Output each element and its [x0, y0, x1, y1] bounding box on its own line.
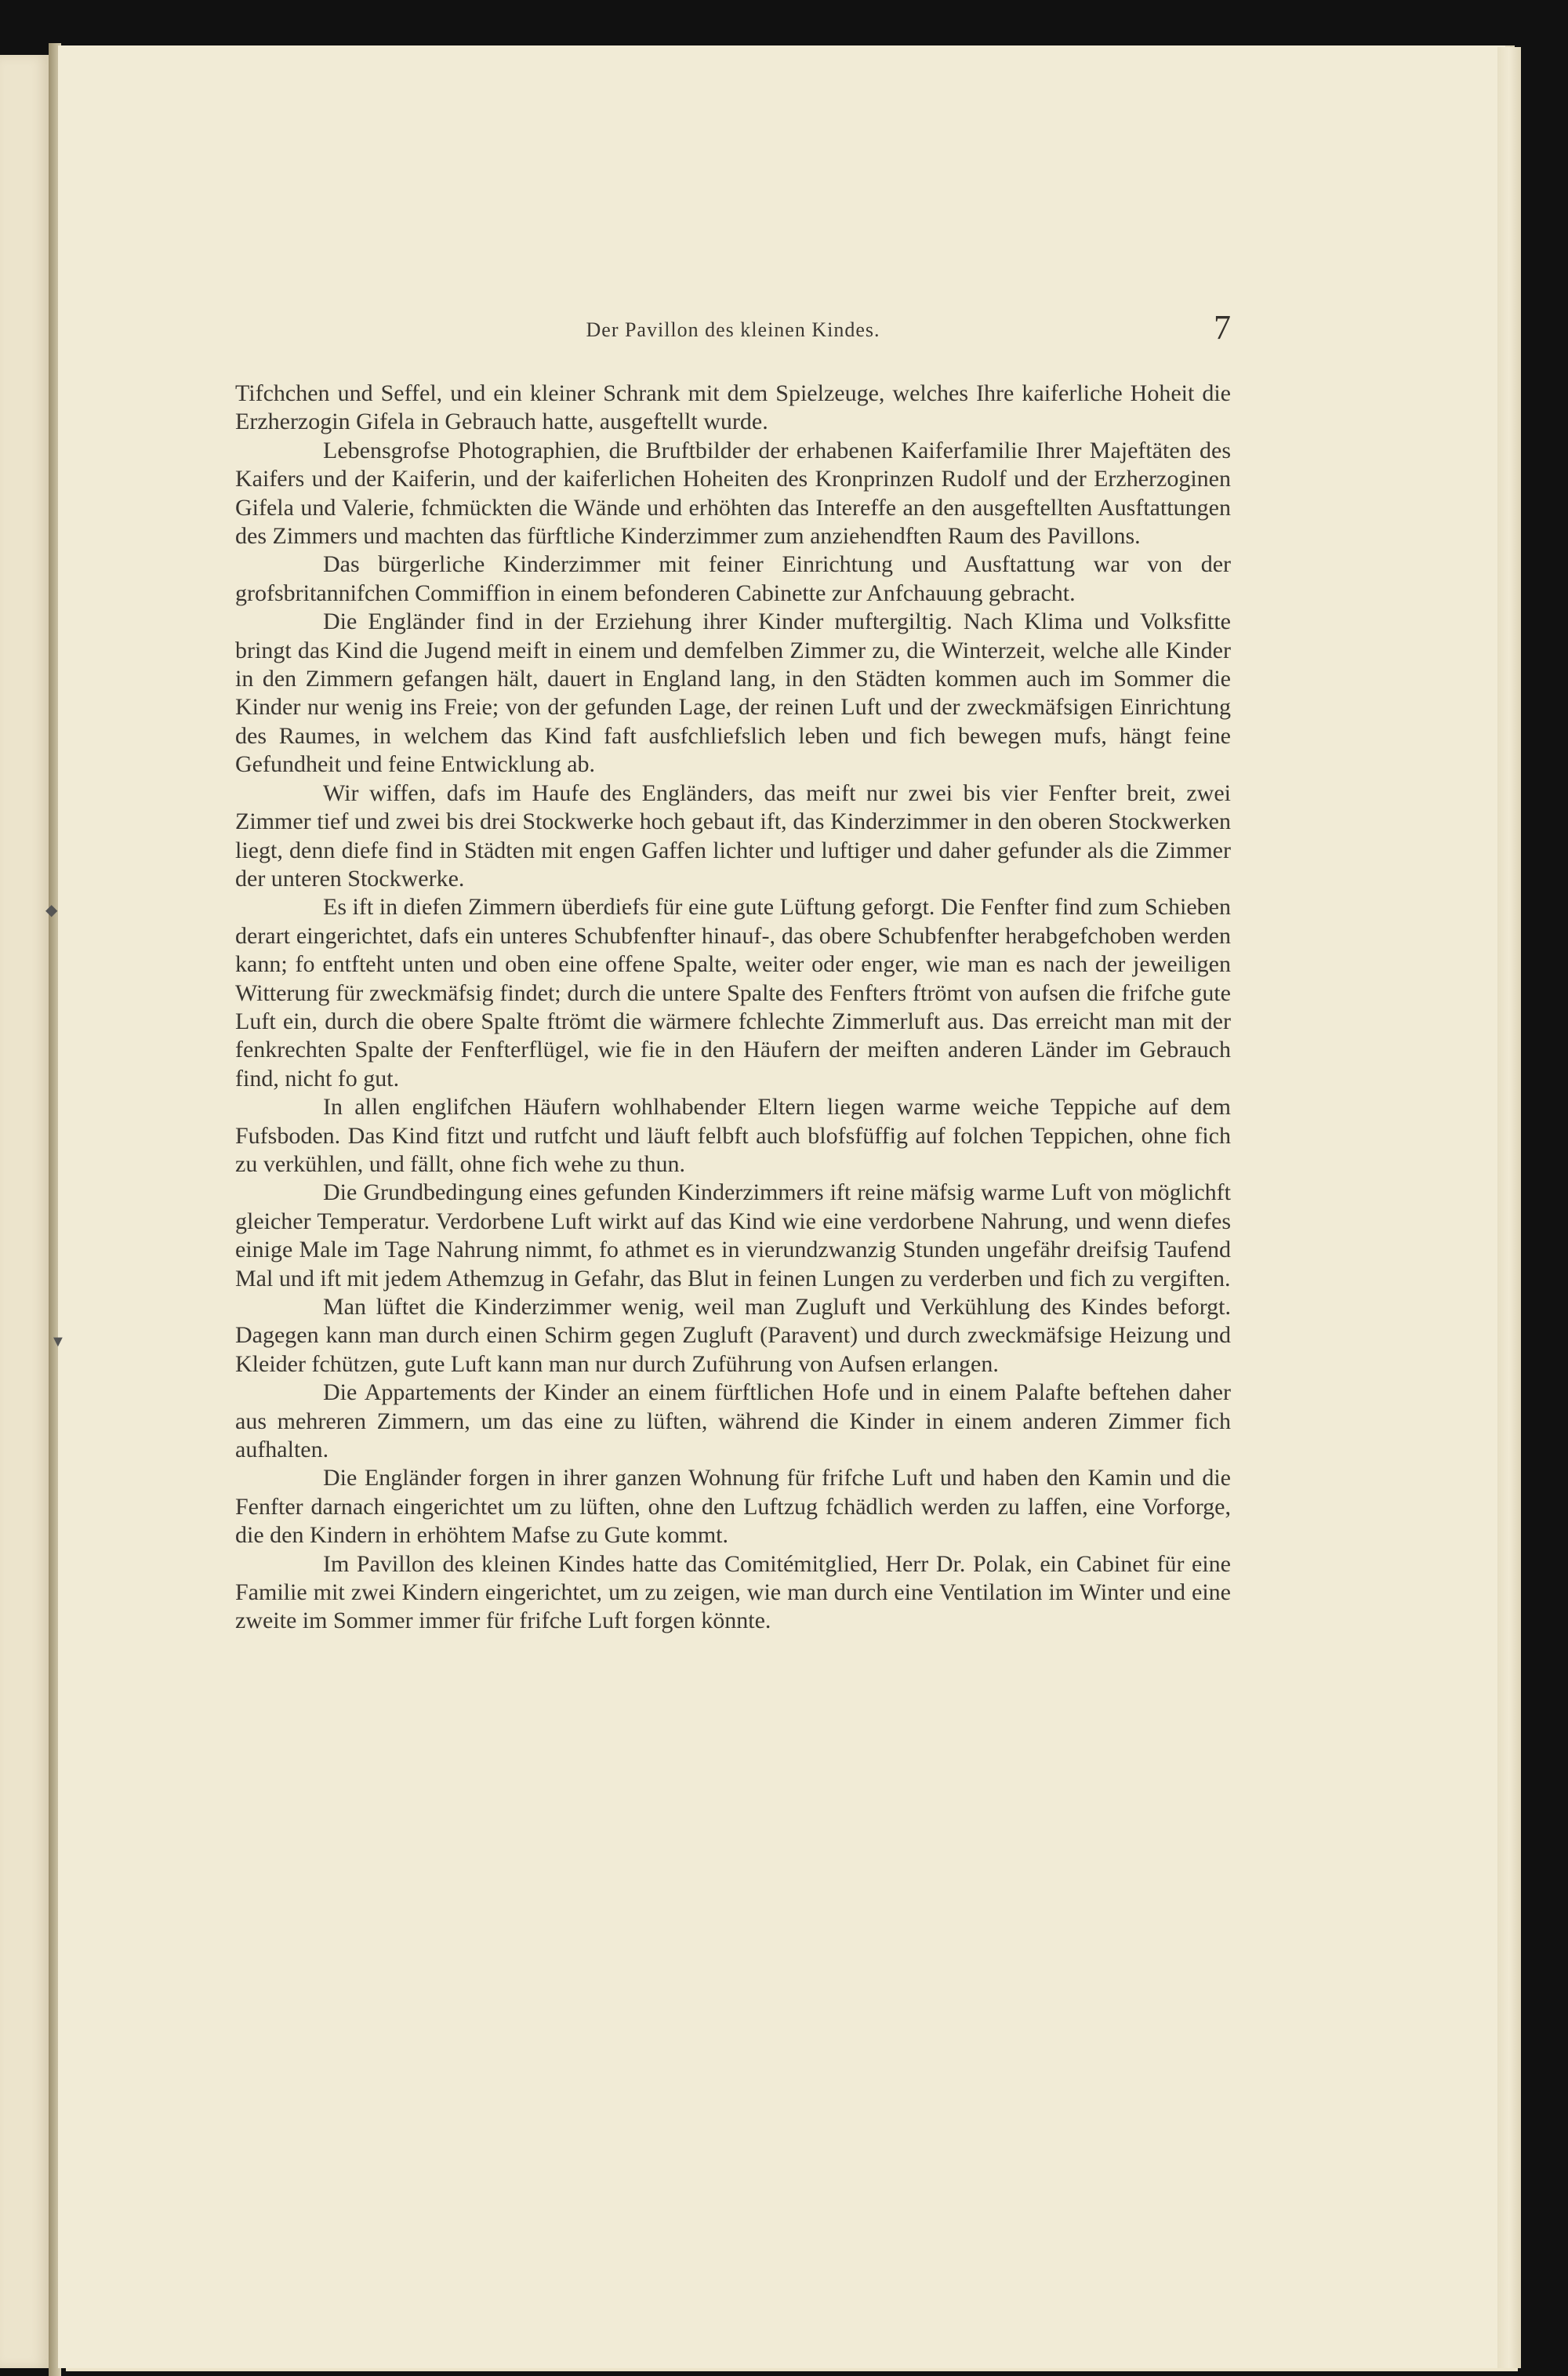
page-header: [235, 308, 1231, 365]
running-head: Der Pavillon des kleinen Kindes.: [586, 318, 880, 341]
paragraph: Das bürgerliche Kinderzimmer mit feiner Einrichtung und Ausftattung war von der grofsbritannifchen Commiffion in einem befonderen Cabinette zur Anfchauung gebracht.: [235, 551, 1231, 606]
margin-mark: ◆: [45, 902, 58, 919]
paragraph: Es ift in diefen Zimmern überdiefs für eine gute Lüftung geforgt. Die Fenfter find zum Schieben derart eingerichtet, dafs ein unteres Schubfenfter hinauf-, das obere Schubfenfter herabgefchoben werden kann; fo entfteht unten und oben eine offene Spalte, weiter oder enger, wie man es nach der jeweiligen Witterung für zweckmäfsig findet; durch die untere Spalte des Fenfters ftrömt von aufsen die frifche gute Luft ein, durch die obere Spalte ftrömt die wärmere fchlechte Zimmerluft aus. Das erreicht man mit der fenkrechten Spalte der Fenfterflügel, wie fie in den Häufern der meiften anderen Länder im Gebrauch find, nicht fo gut.: [235, 894, 1231, 1092]
paragraph: Die Engländer forgen in ihrer ganzen Wohnung für frifche Luft und haben den Kamin und die Fenfter darnach eingerichtet um zu lüften, ohne den Luftzug fchädlich werden zu laffen, eine Vorforge, die den Kindern in erhöhtem Mafse zu Gute kommt.: [235, 1465, 1231, 1549]
paragraph: Die Engländer find in der Erziehung ihrer Kinder muftergiltig. Nach Klima und Volksfitte bringt das Kind die Jugend meift in einem und demfelben Zimmer zu, die Winterzeit, welche alle Kinder in den Zimmern gefangen hält, dauert in England lang, in den Städten kommen auch im Sommer die Kinder nur wenig ins Freie; von der gefunden Lage, der reinen Luft und der zweckmäfsigen Einrichtung des Raumes, in welchem das Kind faft ausfchliefslich leben und fich bewegen mufs, hängt feine Gefundheit und feine Entwicklung ab.: [235, 609, 1231, 778]
left-page-edge: [0, 55, 50, 2368]
paragraph: Man lüftet die Kinderzimmer wenig, weil man Zugluft und Verkühlung des Kindes beforgt. Dagegen kann man durch einen Schirm gegen Zugluft (Paravent) und durch zweckmäfsige Heizung und Kleider fchützen, gute Luft kann man nur durch Zuführung von Aufsen erlangen.: [235, 1294, 1231, 1377]
paragraph: In allen englifchen Häufern wohlhabender Eltern liegen warme weiche Teppiche auf dem Fufsboden. Das Kind fitzt und rutfcht und läuft felbft auch blofsfüffig auf folchen Teppichen, ohne fich zu verkühlen, und fällt, ohne fich wehe zu thun.: [235, 1094, 1231, 1177]
page-number: 7: [1214, 308, 1231, 347]
paragraph: Die Appartements der Kinder an einem fürftlichen Hofe und in einem Palafte beftehen daher aus mehreren Zimmern, um das eine zu lüften, während die Kinder in einem anderen Zimmer fich aufhalten.: [235, 1379, 1231, 1463]
paragraph: Im Pavillon des kleinen Kindes hatte das Comitémitglied, Herr Dr. Polak, ein Cabinet für eine Familie mit zwei Kindern eingerichtet, um zu zeigen, wie man durch eine Ventilation im Winter und eine zweite im Sommer immer für frifche Luft forgen könnte.: [235, 1550, 1231, 1634]
margin-mark: ▼: [50, 1333, 66, 1350]
paragraph: Lebensgrofse Photographien, die Bruftbilder der erhabenen Kaiferfamilie Ihrer Majeftäten des Kaifers und der Kaiferin, und der kaiferlichen Hoheiten des Kronprinzen Rudolf und der Erzherzoginen Gifela und Valerie, fchmückten die Wände und erhöhten das Intereffe an den ausgeftellten Ausftattungen des Zimmers und machten das fürftliche Kinderzimmer zum anziehendften Raum des Pavillons.: [235, 437, 1231, 550]
page-fore-edge: [1497, 47, 1521, 2368]
body-text: [235, 380, 1231, 1636]
paragraph: Tifchchen und Seffel, und ein kleiner Schrank mit dem Spielzeuge, welches Ihre kaiferliche Hoheit die Erzherzogin Gifela in Gebrauch hatte, ausgeftellt wurde.: [235, 380, 1231, 435]
paragraph: Die Grundbedingung eines gefunden Kinderzimmers ift reine mäfsig warme Luft von möglichft gleicher Temperatur. Verdorbene Luft wirkt auf das Kind wie eine verdorbene Nahrung, und wenn diefes einige Male im Tage Nahrung nimmt, fo athmet es in vierundzwanzig Stunden ungefähr dreifsig Taufend Mal und ift mit jedem Athemzug in Gefahr, das Blut in feinen Lungen zu verderben und fich zu vergiften.: [235, 1179, 1231, 1292]
paragraph: Wir wiffen, dafs im Haufe des Engländers, das meift nur zwei bis vier Fenfter breit, zwei Zimmer tief und zwei bis drei Stockwerke hoch gebaut ift, das Kinderzimmer in den oberen Stockwerken liegt, denn diefe find in Städten mit engen Gaffen lichter und luftiger und daher gefunder als die Zimmer der unteren Stockwerke.: [235, 779, 1231, 892]
